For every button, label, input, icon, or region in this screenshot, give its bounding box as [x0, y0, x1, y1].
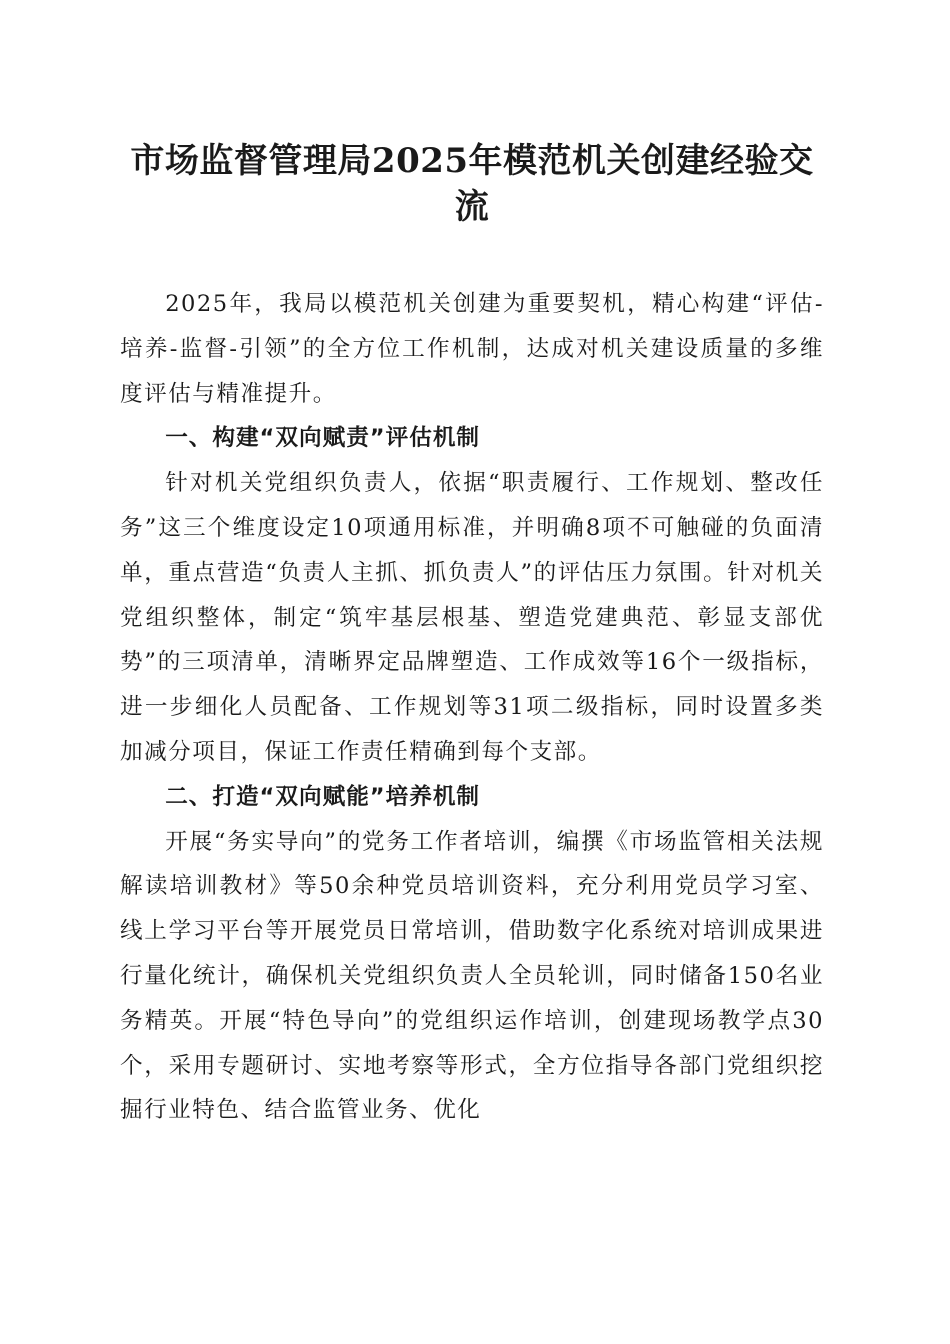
section-1-body: 针对机关党组织负责人，依据“职责履行、工作规划、整改任务”这三个维度设定10项通用标准，并明确8项不可触碰的负面清单，重点营造“负责人主抓、抓负责人”的评估压力氛围。针对机关党组织整体，制定“筑牢基层根基、塑造党建典范、彰显支部优势”的三项清单，清晰界定品牌塑造、工作成效等16个一级指标，进一步细化人员配备、工作规划等31项二级指标，同时设置多类加减分项目，保证工作责任精确到每个支部。	[120, 470, 824, 765]
intro-paragraph: 2025年，我局以模范机关创建为重要契机，精心构建“评估-培养-监督-引领”的全方位工作机制，达成对机关建设质量的多维度评估与精准提升。	[120, 291, 824, 407]
section-2-heading: 二、打造“双向赋能”培养机制	[165, 783, 481, 810]
document-title: 市场监督管理局2025年模范机关创建经验交流	[130, 141, 814, 227]
section-1-heading: 一、构建“双向赋责”评估机制	[165, 425, 481, 452]
section-2-body: 开展“务实导向”的党务工作者培训，编撰《市场监管相关法规解读培训教材》等50余种党员培训资料，充分利用党员学习室、线上学习平台等开展党员日常培训，借助数字化系统对培训成果进行量化统计，确保机关党组织负责人全员轮训，同时储备150名业务精英。开展“特色导向”的党组织运作培训，创建现场教学点30个，采用专题研讨、实地考察等形式，全方位指导各部门党组织挖掘行业特色、结合监管业务、优化	[120, 828, 824, 1124]
document-page	[120, 138, 824, 1133]
